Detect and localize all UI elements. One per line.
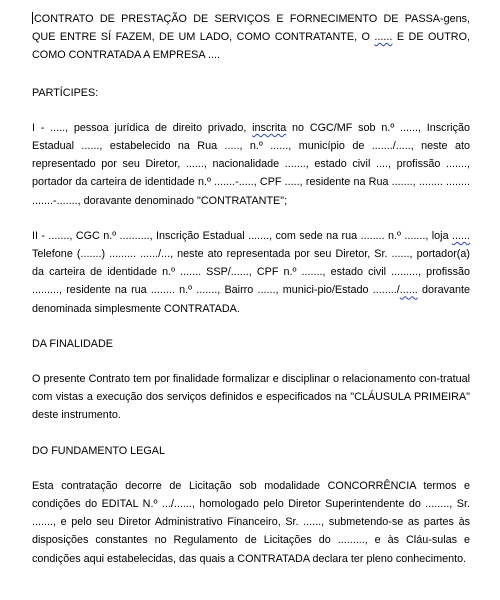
fundamento-paragraph: Esta contratação decorre de Licitação sob modalidade CONCORRÊNCIA termos e condições do EDITAL N.º .../......, homologado pelo Diretor Superintendente do ........, Sr. ......., e pelo seu Diretor Administrativo Financeiro, Sr. ......, submetendo-se as partes às disposições constantes no Regulamento de Licitações do ........., e às Cláu-sulas e condições aqui estabelecidas, das quais a CONTRATADA declara ter pleno conhecimento. — [32, 479, 470, 565]
text-cursor — [32, 12, 33, 24]
title-text-end: E DE OUTRO, COMO CONTRATADA A EMPRESA .... — [32, 31, 470, 62]
contract-title — [32, 10, 470, 65]
finalidade-paragraph: O presente Contrato tem por finalidade formalizar e disciplinar o relacionamento con-tratual com vistas a execução dos serviços definidos e especificados na "CLÁUSULA PRIMEIRA" deste instrumento. — [32, 373, 470, 422]
party2-text-end: doravante denominada simplesmente CONTRATADA. — [32, 284, 470, 315]
finalidade-heading: DA FINALIDADE — [32, 337, 113, 350]
party2-text: II - ......., CGC n.º .........., Inscrição Estadual ......., com sede na rua ........ n.º ......., loja — [32, 229, 452, 242]
title-text: CONTRATO DE PRESTAÇÃO DE SERVIÇOS E FORNECIMENTO DE PASSA-gens, QUE ENTRE SÍ FAZEM, DE UM LADO, COMO CONTRATANTE, O — [32, 13, 470, 44]
participes-heading: PARTÍCIPES: — [32, 86, 99, 99]
party2-text-middle: Telefone (.......) ......... ....../..., neste ato representada por seu Diretor, Sr. ......, portador(a) da carteira de identidade n.º ....... SSP/......, CPF n.º ......., estado civil ........., profissão ........., residente na rua ........ n.º ......., Bairro ......, munici-pio/Estado ......../ — [32, 248, 470, 297]
party1-text-end: no CGC/MF sob n.º ......, Inscrição Estadual ......, estabelecido na Rua ....., n.º ......, município de ......./....., neste ato representado por seu Diretor, ......, nacionalidade ......., estado civil ...., profissão ......., portador da carteira de identidade n.º .......-....., CPF ....., residente na Rua ......., ........ ........ .......-......., doravante denominado "CONTRATANTE"; — [32, 121, 470, 207]
spellcheck-mark[interactable]: ...... — [452, 229, 470, 242]
party-contratada — [32, 227, 470, 318]
fundamento-heading: DO FUNDAMENTO LEGAL — [32, 444, 165, 457]
spellcheck-mark[interactable]: ...... — [374, 31, 393, 44]
spellcheck-mark[interactable]: ...... — [399, 284, 418, 297]
party1-text: I - ....., pessoa jurídica de direito privado, — [32, 121, 253, 134]
party-contratante — [32, 119, 470, 210]
spellcheck-mark[interactable]: inscrita — [252, 121, 287, 134]
